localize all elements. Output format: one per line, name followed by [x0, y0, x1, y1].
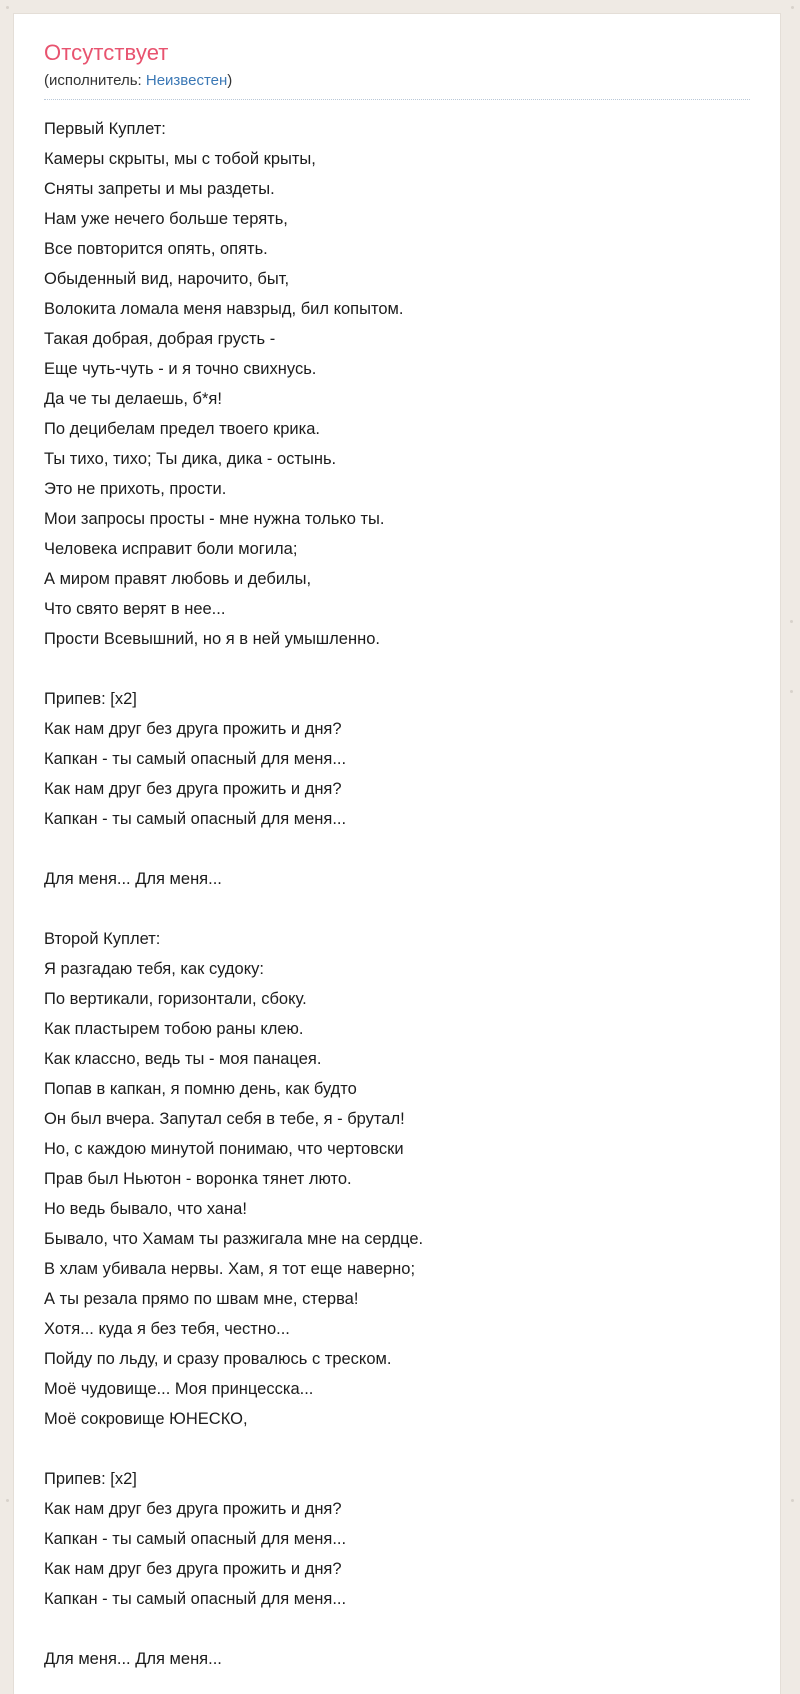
lyrics-blank-line	[44, 894, 750, 924]
artist-link[interactable]: Неизвестен	[145, 72, 228, 89]
lyrics-blank-line	[44, 654, 750, 684]
lyrics-line: Хотя... куда я без тебя, честно...	[44, 1320, 290, 1338]
lyrics-line: Но ведь бывало, что хана!	[44, 1200, 247, 1218]
lyrics-line: Попав в капкан, я помню день, как будто	[44, 1080, 357, 1098]
lyrics-line: Как нам друг без друга прожить и дня?	[44, 1500, 342, 1518]
lyrics-sheet	[14, 14, 780, 1694]
lyrics-line: Ты тихо, тихо; Ты дика, дика - остынь.	[44, 450, 337, 468]
lyrics-line: Но, с каждою минутой понимаю, что чертовски	[44, 1140, 404, 1158]
lyrics-line: В хлам убивала нервы. Хам, я тот еще наверно;	[44, 1260, 416, 1278]
lyrics-text	[44, 114, 750, 1674]
lyrics-line: Обыденный вид, нарочито, быт,	[44, 270, 290, 288]
corner-dot-top-left	[6, 6, 9, 9]
lyrics-line: Прости Всевышний, но я в ней умышленно.	[44, 630, 380, 648]
lyrics-line: Что свято верят в нее...	[44, 600, 226, 618]
edge-dot-right-lower	[790, 690, 793, 693]
page-title: Отсутствует	[44, 40, 169, 65]
lyrics-line: Как классно, ведь ты - моя панацея.	[44, 1050, 322, 1068]
lyrics-line: Как пластырем тобою раны клею.	[44, 1020, 304, 1038]
lyrics-line: Я разгадаю тебя, как судоку:	[44, 960, 264, 978]
lyrics-line: Как нам друг без друга прожить и дня?	[44, 1560, 342, 1578]
lyrics-line: Да че ты делаешь, б*я!	[44, 390, 222, 408]
artist-prefix-label: (исполнитель:	[44, 72, 146, 89]
lyrics-line: Еще чуть-чуть - и я точно свихнусь.	[44, 360, 317, 378]
lyrics-line: Пойду по льду, и сразу провалюсь с треском.	[44, 1350, 392, 1368]
artist-line	[44, 72, 750, 100]
lyrics-blank-line	[44, 1434, 750, 1464]
lyrics-line: А ты резала прямо по швам мне, стерва!	[44, 1290, 359, 1308]
lyrics-line: По вертикали, горизонтали, сбоку.	[44, 990, 307, 1008]
lyrics-line: Прав был Ньютон - воронка тянет люто.	[44, 1170, 352, 1188]
lyrics-line: Для меня... Для меня...	[44, 1650, 222, 1668]
lyrics-line: Сняты запреты и мы раздеты.	[44, 180, 275, 198]
corner-dot-top-right	[791, 6, 794, 9]
corner-dot-bottom-right	[791, 1499, 794, 1502]
lyrics-blank-line	[44, 1614, 750, 1644]
lyrics-line: Как нам друг без друга прожить и дня?	[44, 720, 342, 738]
lyrics-line: Капкан - ты самый опасный для меня...	[44, 810, 347, 828]
lyrics-line: По децибелам предел твоего крика.	[44, 420, 320, 438]
lyrics-line: Мои запросы просты - мне нужна только ты.	[44, 510, 385, 528]
lyrics-line: Как нам друг без друга прожить и дня?	[44, 780, 342, 798]
lyrics-line: Первый Куплет:	[44, 120, 166, 138]
lyrics-line: Человека исправит боли могила;	[44, 540, 298, 558]
artist-suffix-label: )	[227, 72, 233, 89]
corner-dot-bottom-left	[6, 1499, 9, 1502]
lyrics-line: Моё сокровище ЮНЕСКО,	[44, 1410, 248, 1428]
lyrics-line: Моё чудовище... Моя принцесска...	[44, 1380, 314, 1398]
lyrics-line: Припев: [х2]	[44, 1470, 137, 1488]
lyrics-line: Капкан - ты самый опасный для меня...	[44, 750, 347, 768]
lyrics-line: Такая добрая, добрая грусть -	[44, 330, 276, 348]
lyrics-line: А миром правят любовь и дебилы,	[44, 570, 312, 588]
lyrics-line: Это не прихоть, прости.	[44, 480, 227, 498]
lyrics-line: Нам уже нечего больше терять,	[44, 210, 288, 228]
lyrics-line: Второй Куплет:	[44, 930, 161, 948]
lyrics-line: Капкан - ты самый опасный для меня...	[44, 1530, 347, 1548]
lyrics-line: Все повторится опять, опять.	[44, 240, 268, 258]
edge-dot-right-upper	[790, 620, 793, 623]
lyrics-line: Капкан - ты самый опасный для меня...	[44, 1590, 347, 1608]
lyrics-line: Он был вчера. Запутал себя в тебе, я - брутал!	[44, 1110, 405, 1128]
lyrics-line: Припев: [х2]	[44, 690, 137, 708]
lyrics-line: Волокита ломала меня навзрыд, бил копытом.	[44, 300, 404, 318]
lyrics-blank-line	[44, 834, 750, 864]
lyrics-line: Для меня... Для меня...	[44, 870, 222, 888]
lyrics-line: Камеры скрыты, мы с тобой крыты,	[44, 150, 316, 168]
lyrics-line: Бывало, что Хамам ты разжигала мне на сердце.	[44, 1230, 424, 1248]
